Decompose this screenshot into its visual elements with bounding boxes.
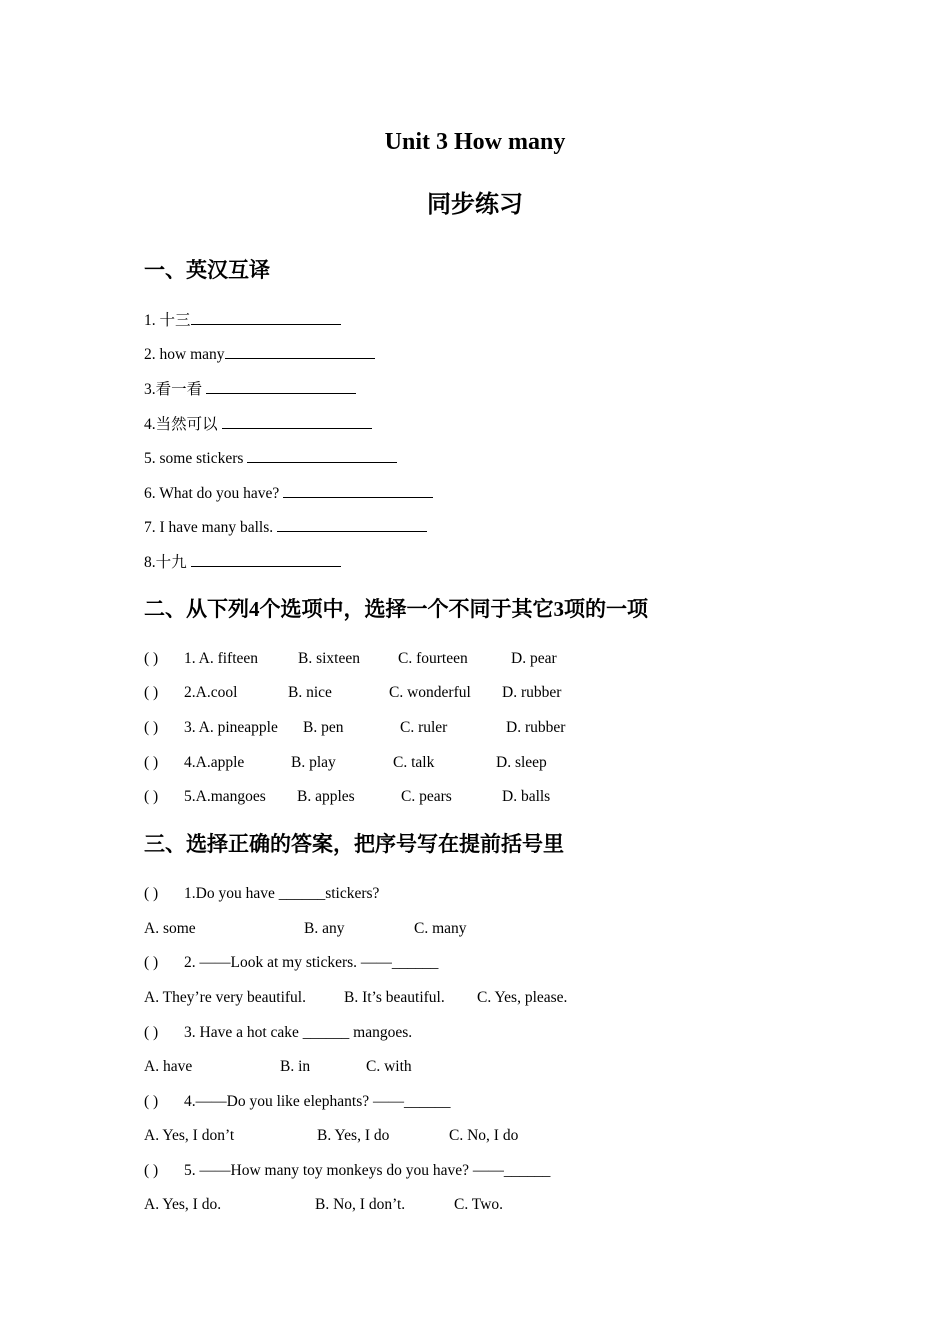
translation-item <box>144 448 397 469</box>
item-label: 5. some stickers <box>144 450 248 467</box>
question-row <box>144 1023 844 1043</box>
item-label: 1. 十三 <box>144 312 191 329</box>
answer-paren[interactable]: ( ) <box>144 1024 159 1041</box>
question-text: 4.——Do you like elephants? ——______ <box>184 1093 451 1110</box>
option-a: 2.A.cool <box>184 684 238 701</box>
question-row <box>144 1161 844 1181</box>
heading-text: 二、从下列 <box>144 597 249 621</box>
option-c: C. fourteen <box>398 650 468 667</box>
option-d: D. sleep <box>496 754 547 771</box>
answer-blank[interactable] <box>225 344 375 359</box>
odd-one-out-row <box>144 718 844 738</box>
option-b: B. apples <box>297 788 355 805</box>
option-b: B. pen <box>303 719 344 736</box>
question-row <box>144 953 844 973</box>
choice-c: C. Yes, please. <box>477 989 568 1006</box>
choice-c: C. No, I do <box>449 1127 519 1144</box>
option-b: B. play <box>291 754 336 771</box>
question-row <box>144 1092 844 1112</box>
section-3-heading: 三、选择正确的答案，把序号写在提前括号里 <box>144 832 564 856</box>
section-1-heading: 一、英汉互译 <box>144 258 270 282</box>
option-a: 5.A.mangoes <box>184 788 266 805</box>
option-c: C. ruler <box>400 719 448 736</box>
option-a: 3. A. pineapple <box>184 719 278 736</box>
heading-number: 3 <box>553 597 564 621</box>
option-d: D. rubber <box>506 719 566 736</box>
choice-b: B. in <box>280 1058 311 1075</box>
section-2-heading <box>144 595 648 623</box>
option-c: C. pears <box>401 788 452 805</box>
item-label: 4.当然可以 <box>144 416 222 433</box>
translation-item <box>144 379 356 400</box>
answer-paren[interactable]: ( ) <box>144 719 159 736</box>
option-c: C. talk <box>393 754 435 771</box>
choice-c: C. many <box>414 920 467 937</box>
choices-row <box>144 988 844 1008</box>
choice-b: B. Yes, I do <box>317 1127 390 1144</box>
question-text: 1.Do you have ______stickers? <box>184 885 380 902</box>
option-b: B. nice <box>288 684 332 701</box>
translation-item <box>144 517 427 538</box>
translation-item <box>144 552 341 573</box>
translation-item <box>144 310 341 331</box>
choice-a: A. They’re very beautiful. <box>144 989 306 1006</box>
choice-a: A. Yes, I do. <box>144 1196 222 1213</box>
answer-blank[interactable] <box>222 414 372 429</box>
item-label: 8.十九 <box>144 554 191 571</box>
odd-one-out-row <box>144 683 844 703</box>
answer-blank[interactable] <box>277 517 427 532</box>
heading-text: 个选项中，选择一个不同于其它 <box>259 597 554 621</box>
answer-blank[interactable] <box>247 448 397 463</box>
question-text: 3. Have a hot cake ______ mangoes. <box>184 1024 413 1041</box>
page-subtitle: 同步练习 <box>427 190 523 218</box>
choice-c: C. with <box>366 1058 412 1075</box>
heading-text: 项的一项 <box>564 597 648 621</box>
choice-a: A. some <box>144 920 196 937</box>
answer-paren[interactable]: ( ) <box>144 885 159 902</box>
answer-paren[interactable]: ( ) <box>144 684 159 701</box>
answer-blank[interactable] <box>283 483 433 498</box>
answer-blank[interactable] <box>206 379 356 394</box>
choice-c: C. Two. <box>454 1196 504 1213</box>
question-text: 2. ——Look at my stickers. ——______ <box>184 954 439 971</box>
choice-a: A. Yes, I don’t <box>144 1127 235 1144</box>
answer-paren[interactable]: ( ) <box>144 650 159 667</box>
choices-row <box>144 1126 844 1146</box>
item-label: 6. What do you have? <box>144 485 284 502</box>
option-d: D. pear <box>511 650 557 667</box>
page-title: Unit 3 How many <box>384 129 566 155</box>
odd-one-out-row <box>144 787 844 807</box>
item-label: 2. how many <box>144 346 225 363</box>
translation-item <box>144 414 372 435</box>
choice-b: B. No, I don’t. <box>315 1196 406 1213</box>
option-d: D. rubber <box>502 684 562 701</box>
item-label: 3.看一看 <box>144 381 207 398</box>
item-label: 7. I have many balls. <box>144 519 278 536</box>
heading-number: 4 <box>249 597 260 621</box>
answer-blank[interactable] <box>191 552 341 567</box>
answer-paren[interactable]: ( ) <box>144 754 159 771</box>
option-a: 4.A.apple <box>184 754 245 771</box>
option-a: 1. A. fifteen <box>184 650 259 667</box>
choices-row <box>144 919 844 939</box>
option-b: B. sixteen <box>298 650 360 667</box>
question-text: 5. ——How many toy monkeys do you have? ——______ <box>184 1162 551 1179</box>
answer-paren[interactable]: ( ) <box>144 1093 159 1110</box>
answer-paren[interactable]: ( ) <box>144 788 159 805</box>
translation-item <box>144 483 433 504</box>
answer-paren[interactable]: ( ) <box>144 1162 159 1179</box>
option-c: C. wonderful <box>389 684 471 701</box>
odd-one-out-row <box>144 753 844 773</box>
choice-b: B. any <box>304 920 345 937</box>
question-row <box>144 884 844 904</box>
translation-item <box>144 344 375 365</box>
option-d: D. balls <box>502 788 551 805</box>
choices-row <box>144 1057 844 1077</box>
choices-row <box>144 1195 844 1215</box>
odd-one-out-row <box>144 649 844 669</box>
answer-blank[interactable] <box>191 310 341 325</box>
answer-paren[interactable]: ( ) <box>144 954 159 971</box>
choice-a: A. have <box>144 1058 193 1075</box>
choice-b: B. It’s beautiful. <box>344 989 445 1006</box>
